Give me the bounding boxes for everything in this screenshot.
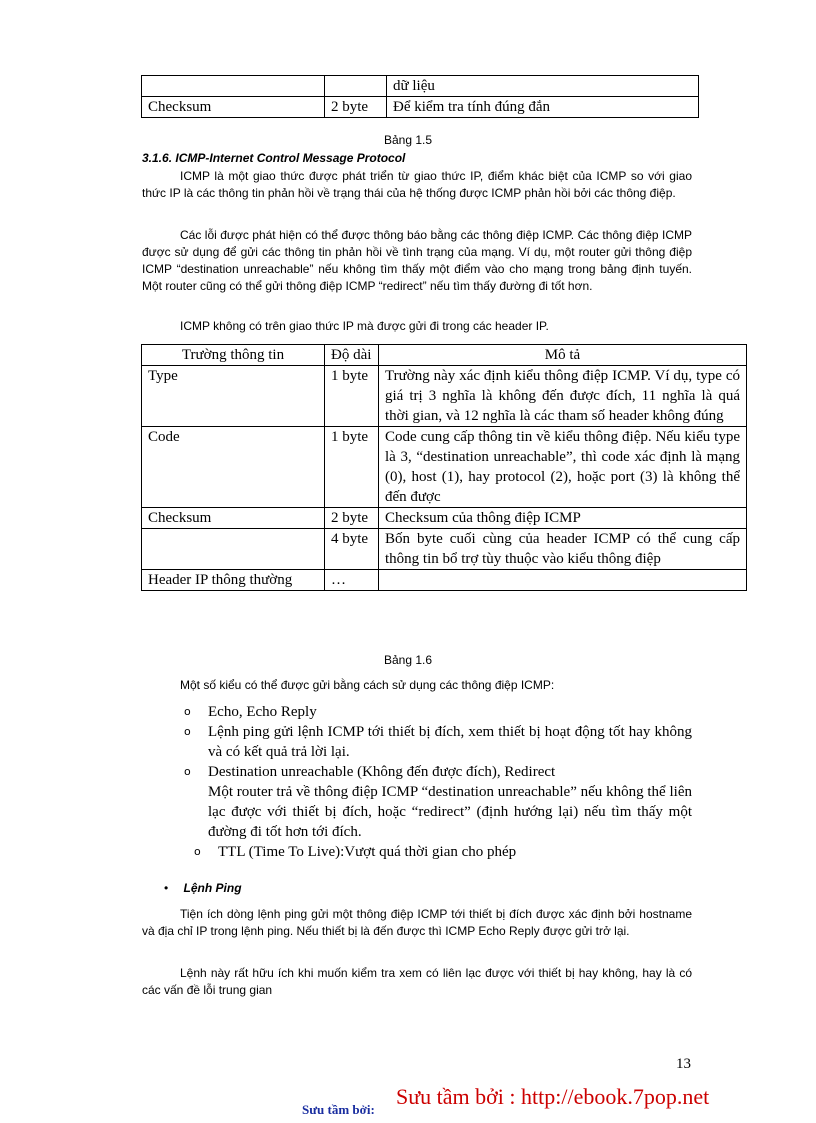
table-row: [142, 366, 747, 427]
table-caption-1-6: Bảng 1.6: [383, 653, 433, 667]
cell-size: [325, 76, 387, 97]
cell-desc: Để kiểm tra tính đúng đắn: [387, 97, 699, 118]
table-row: [142, 97, 699, 118]
footer-credit-label: Sưu tầm bởi:: [302, 1102, 375, 1117]
bullet-heading: Lệnh Ping: [183, 881, 242, 895]
cell-desc: Trường này xác định kiểu thông điệp ICMP. Ví dụ, type có giá trị 3 nghĩa là không đến được đích, 11 nghĩa là quá thời gian, và 12 nghĩa là các tham số header không đúng: [379, 366, 747, 427]
circle-bullet-icon: o: [184, 705, 191, 718]
header-length: Độ dài: [325, 345, 379, 366]
table-header-row: [142, 345, 747, 366]
paragraph-ping-tool: Tiện ích dòng lệnh ping gửi một thông điệp ICMP tới thiết bị đích được xác định bởi hostname và địa chỉ IP trong lệnh ping. Nếu thiết bị là đến được thì ICMP Echo Reply được gửi trở lại.: [142, 907, 692, 938]
table-1-6: [141, 344, 747, 591]
table-row: [142, 529, 747, 570]
cell-length: …: [325, 570, 379, 591]
cell-length: 1 byte: [325, 427, 379, 508]
paragraph-icmp-header: ICMP không có trên giao thức IP mà được gửi đi trong các header IP.: [180, 319, 549, 333]
cell-size: 2 byte: [325, 97, 387, 118]
bullet-heading-row: [164, 881, 242, 895]
list-item: o TTL (Time To Live):Vượt quá thời gian cho phép: [194, 844, 517, 860]
paragraph-ping-usage: Lệnh này rất hữu ích khi muốn kiểm tra xem có liên lạc được với thiết bị hay không, hay là có các vấn đề lỗi trung gian: [142, 966, 692, 997]
cell-desc: Bốn byte cuối cùng của header ICMP có thể cung cấp thông tin bổ trợ tùy thuộc vào kiểu thông điệp: [379, 529, 747, 570]
table-row: [142, 570, 747, 591]
list-intro: Một số kiểu có thể được gửi bằng cách sử dụng các thông điệp ICMP:: [180, 678, 555, 692]
list-item: o Echo, Echo Reply: [184, 704, 317, 720]
cell-name: Checksum: [142, 97, 325, 118]
cell-desc: dữ liệu: [387, 76, 699, 97]
page-number: 13: [676, 1056, 691, 1072]
cell-field: Type: [142, 366, 325, 427]
cell-field: [142, 529, 325, 570]
cell-field: Header IP thông thường: [142, 570, 325, 591]
section-heading: 3.1.6. ICMP-Internet Control Message Protocol: [142, 151, 406, 165]
cell-name: [142, 76, 325, 97]
circle-bullet-icon: o: [184, 765, 191, 778]
table-row: [142, 508, 747, 529]
list-continuation: Một router trả về thông điệp ICMP “destination unreachable” nếu không thể liên lạc được với thiết bị đích, hoặc “redirect” (định hướng lại) nếu tìm thấy một đường đi tốt hơn tới đích.: [208, 784, 692, 840]
bullet-icon: •: [164, 881, 169, 895]
paragraph-icmp-intro: ICMP là một giao thức được phát triển từ giao thức IP, điểm khác biệt của ICMP so với giao thức IP là các thông tin phản hồi về trạng thái của hệ thống được ICMP phản hồi bởi các thông điệp.: [142, 169, 692, 200]
cell-field: Code: [142, 427, 325, 508]
cell-field: Checksum: [142, 508, 325, 529]
header-field: Trường thông tin: [142, 345, 325, 366]
header-desc: Mô tả: [379, 345, 747, 366]
paragraph-icmp-errors: Các lỗi được phát hiện có thể được thông báo bằng các thông điệp ICMP. Các thông điệp ICMP được sử dụng để gửi các thông tin phản hồi về tình trạng của mạng. Ví dụ, một router gửi thông điệp ICMP “destination unreachable” nếu không tìm thấy một điểm vào cho mạng trong bảng định tuyến. Một router cũng có thể gửi thông điệp ICMP “redirect” nếu tìm thấy đường đi tốt hơn.: [142, 228, 692, 293]
table-1-5: [141, 75, 699, 118]
list-item: o Lệnh ping gửi lệnh ICMP tới thiết bị đích, xem thiết bị hoạt động tốt hay không và có kết quả trả lời lại.: [184, 724, 692, 760]
cell-length: 1 byte: [325, 366, 379, 427]
list-item: o Destination unreachable (Không đến được đích), Redirect Một router trả về thông điệp ICMP “destination unreachable” nếu không thể liên lạc được với thiết bị đích, hoặc “redirect” (định hướng lại) nếu tìm thấy một đường đi tốt hơn tới đích.: [184, 764, 692, 840]
cell-length: 4 byte: [325, 529, 379, 570]
footer-credit-link[interactable]: Sưu tầm bởi : http://ebook.7pop.net: [396, 1084, 710, 1109]
cell-length: 2 byte: [325, 508, 379, 529]
cell-desc: Code cung cấp thông tin về kiểu thông điệp. Nếu kiểu type là 3, “destination unreachable”, thì code xác định là mạng (0), host (1), hay protocol (2), hoặc port (3) là không thể đến được: [379, 427, 747, 508]
table-row: [142, 427, 747, 508]
cell-desc: Checksum của thông điệp ICMP: [379, 508, 747, 529]
table-caption-1-5: Bảng 1.5: [383, 133, 433, 147]
circle-bullet-icon: o: [194, 845, 201, 858]
cell-desc: [379, 570, 747, 591]
table-row: [142, 76, 699, 97]
circle-bullet-icon: o: [184, 725, 191, 738]
